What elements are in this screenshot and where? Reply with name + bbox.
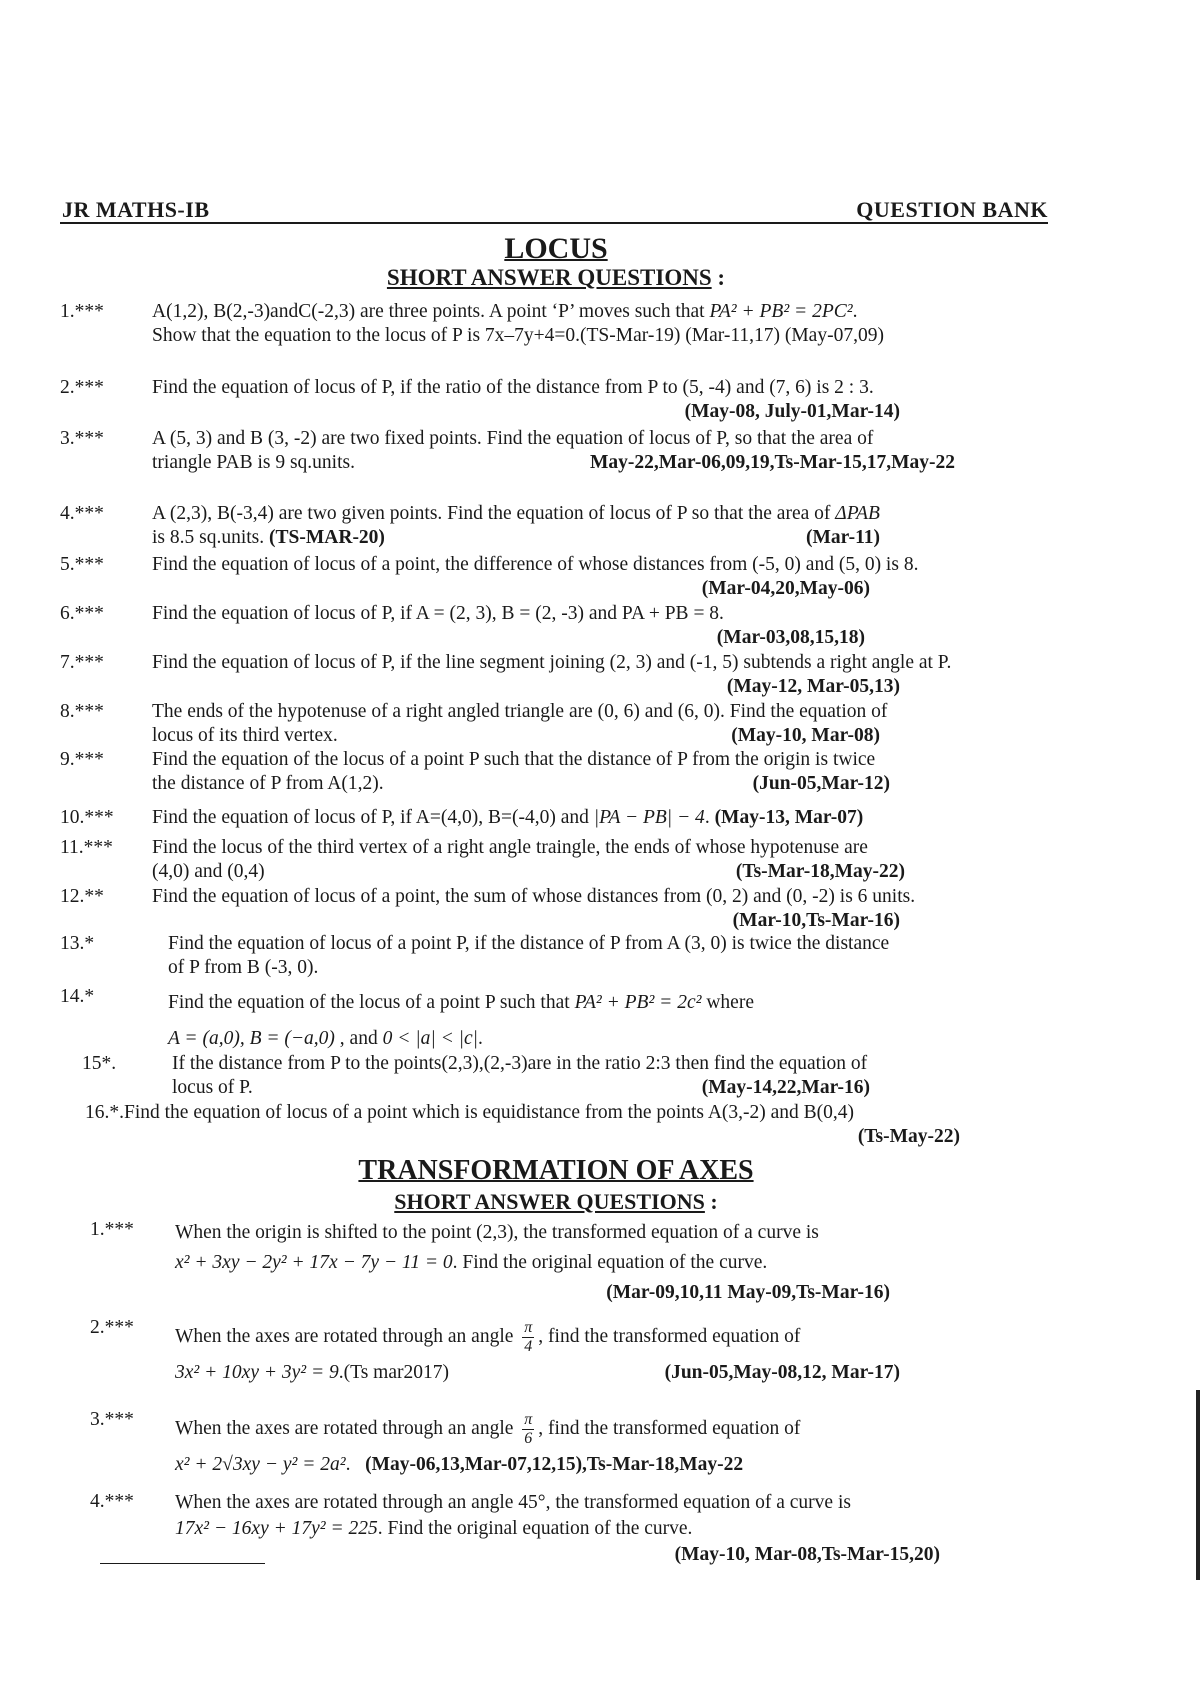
footer-rule: [100, 1563, 265, 1564]
transformation-question-2: 2.*** When the axes are rotated through an angle $\frac{\pi}{4}$ , find the transformed equation of 3x² + 10xy + 3y² = 9.(Ts mar2017) (Jun-05,May-08,12, Mar-17): [90, 1317, 900, 1383]
locus-question-4: 4.*** A (2,3), B(-3,4) are two given points. Find the equation of locus of P so that the area of ΔPAB is 8.5 sq.units. (TS-MAR-20) (Mar-11): [60, 503, 880, 548]
header-right: QUESTION BANK: [856, 197, 1048, 222]
locus-question-1: 1.*** A(1,2), B(2,-3)andC(-2,3) are three points. A point ‘P’ moves such that PA² + PB² = 2PC². Show that the equation to the locus of P is 7x–7y+4=0.(TS-Mar-19) (Mar-11,17) (May-07,09): [60, 301, 884, 346]
locus-question-2: 2.*** Find the equation of locus of P, if the ratio of the distance from P to (5, -4) and (7, 6) is 2 : 3. (May-08, July-01,Mar-14): [60, 377, 900, 422]
fraction-pi-over-4: $\frac{\pi}{4}$: [524, 1319, 533, 1356]
locus-question-7: 7.*** Find the equation of locus of P, if the line segment joining (2, 3) and (-1, 5) subtends a right angle at P. (May-12, Mar-05,13): [60, 652, 952, 697]
transformation-subtitle: SHORT ANSWER QUESTIONS :: [394, 1189, 718, 1214]
locus-question-11: 11.*** Find the locus of the third vertex of a right angle traingle, the ends of whose hypotenuse are (4,0) and (0,4) (Ts-Mar-18,May-22): [60, 837, 905, 882]
transformation-question-3: 3.*** When the axes are rotated through an angle $\frac{\pi}{6}$ , find the transformed equation of x² + 2√3xy − y² = 2a². (May-06,13,Mar-07,12,15),Ts-Mar-18,May-22: [90, 1409, 801, 1475]
transformation-title: TRANSFORMATION OF AXES: [358, 1155, 754, 1186]
locus-question-14: 14.* Find the equation of the locus of a point P such that PA² + PB² = 2c² where A = (a,0), B = (−a,0) , and 0 < |a| < |c|.: [60, 986, 754, 1049]
locus-question-8: 8.*** The ends of the hypotenuse of a right angled triangle are (0, 6) and (6, 0). Find the equation of locus of its third vertex. (May-10, Mar-08): [60, 701, 888, 746]
locus-question-13: 13.* Find the equation of locus of a point P, if the distance of P from A (3, 0) is twice the distance of P from B (-3, 0).: [60, 933, 890, 978]
locus-question-10: 10.*** Find the equation of locus of P, if A=(4,0), B=(-4,0) and |PA − PB| − 4. (May-13, Mar-07): [60, 807, 864, 828]
header-left: JR MATHS-IB: [62, 197, 210, 222]
locus-question-6: 6.*** Find the equation of locus of P, if A = (2, 3), B = (2, -3) and PA + PB = 8. (Mar-03,08,15,18): [60, 603, 865, 648]
locus-subtitle: SHORT ANSWER QUESTIONS :: [386, 265, 726, 290]
header-divider: [60, 222, 1048, 224]
transformation-question-4: 4.*** When the axes are rotated through an angle 45°, the transformed equation of a curve is 17x² − 16xy + 17y² = 225. Find the original equation of the curve. (May-10, Mar-08,Ts-Mar-15,20): [90, 1491, 940, 1565]
scan-edge: [1196, 1390, 1200, 1580]
locus-question-16: 16.*.Find the equation of locus of a point which is equidistance from the points A(3,-2) and B(0,4) (Ts-May-22): [85, 1102, 960, 1147]
fraction-pi-over-6: $\frac{\pi}{6}$: [524, 1411, 533, 1448]
locus-question-3: 3.*** A (5, 3) and B (3, -2) are two fixed points. Find the equation of locus of P, so that the area of triangle PAB is 9 sq.units. May-22,Mar-06,09,19,Ts-Mar-15,17,May-22: [60, 428, 955, 473]
locus-question-15: 15*. If the distance from P to the points(2,3),(2,-3)are in the ratio 2:3 then find the equation of locus of P. (May-14,22,Mar-16): [82, 1053, 870, 1098]
locus-question-12: 12.** Find the equation of locus of a point, the sum of whose distances from (0, 2) and (0, -2) is 6 units. (Mar-10,Ts-Mar-16): [60, 886, 916, 931]
transformation-question-1: 1.*** When the origin is shifted to the point (2,3), the transformed equation of a curve is x² + 3xy − 2y² + 17x − 7y − 11 = 0. Find the original equation of the curve. (Mar-09,10,11 May-09,Ts-Mar-16): [90, 1219, 890, 1303]
locus-question-9: 9.*** Find the equation of the locus of a point P such that the distance of P from the origin is twice the distance of P from A(1,2). (Jun-05,Mar-12): [60, 749, 890, 794]
locus-question-5: 5.*** Find the equation of locus of a point, the difference of whose distances from (-5, 0) and (5, 0) is 8. (Mar-04,20,May-06): [60, 554, 919, 599]
locus-title: LOCUS: [504, 232, 608, 265]
